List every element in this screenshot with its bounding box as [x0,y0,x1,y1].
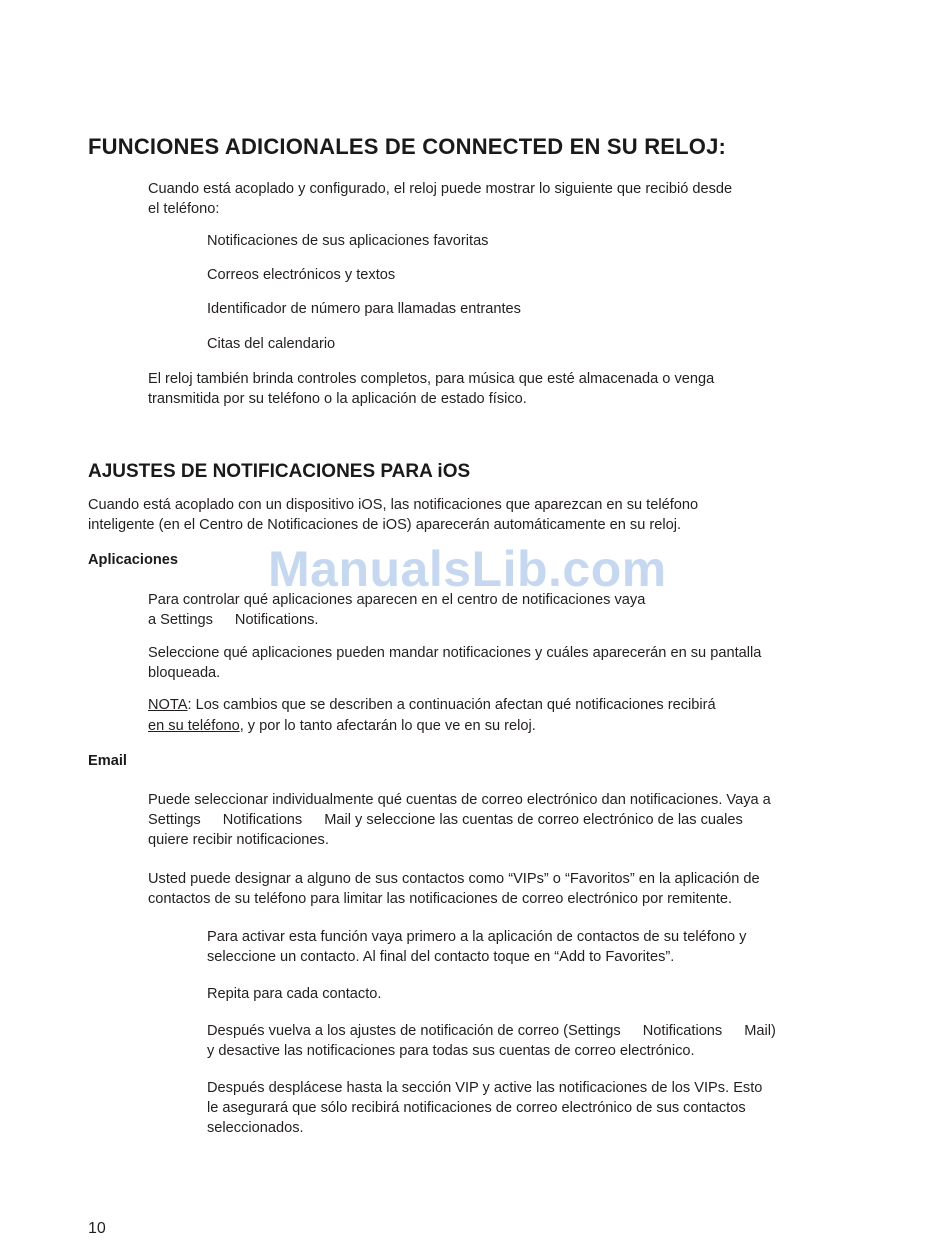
email-step-2: Repita para cada contacto. [207,986,382,1002]
email-paragraph-2 [148,869,760,909]
text-line [148,695,716,715]
text-line: quiere recibir notificaciones. [148,832,329,848]
text-line: El reloj también brinda controles completos, para música que esté almacenada o venga [148,371,715,387]
text-line: Cuando está acoplado con un dispositivo iOS, las notificaciones que aparezcan en su teléfono [88,497,699,513]
text-span-underlined: en su teléfono [148,718,240,734]
text-line [207,1021,776,1041]
text-span: Mail) [744,1023,776,1039]
text-line [148,810,771,830]
text-span: Notifications [642,1023,723,1039]
apps-paragraph-1 [148,590,645,630]
text-line: el teléfono: [148,201,220,217]
text-span: , y por lo tanto afectarán lo que ve en su reloj. [239,718,536,734]
feature-item: Citas del calendario [207,336,336,352]
text-line [148,716,716,736]
text-line: Usted puede designar a alguno de sus contactos como “VIPs” o “Favoritos” en la aplicación de [148,871,760,887]
text-span: Después vuelva a los ajustes de notificación de correo (Settings [207,1023,621,1039]
text-line: contactos de su teléfono para limitar las notificaciones de correo electrónico por remitente. [148,891,733,907]
text-span: : Los cambios que se describen a continuación afectan qué notificaciones recibirá [187,697,716,713]
email-step-3 [207,1021,776,1061]
email-step-1 [207,927,746,967]
text-line: Seleccione qué aplicaciones pueden mandar notificaciones y cuáles aparecerán en su pantalla [148,645,762,661]
subheading-apps: Aplicaciones [88,552,179,568]
text-line [148,610,645,630]
note-paragraph [148,695,716,736]
feature-item: Notificaciones de sus aplicaciones favoritas [207,233,489,249]
text-line: transmitida por su teléfono o la aplicación de estado físico. [148,391,527,407]
text-span: Notifications [222,812,303,828]
text-line: y desactive las notificaciones para todas sus cuentas de correo electrónico. [207,1043,695,1059]
text-line: le asegurará que sólo recibirá notificaciones de correo electrónico de sus contactos [207,1100,746,1116]
text-line: Cuando está acoplado y configurado, el reloj puede mostrar lo siguiente que recibió desde [148,181,733,197]
section-title-ios: AJUSTES DE NOTIFICACIONES PARA iOS [88,461,471,482]
watermark: ManualsLib.com [268,541,667,597]
text-line: Para controlar qué aplicaciones aparecen en el centro de notificaciones vaya [148,592,646,608]
note-label: NOTA [148,697,188,713]
email-paragraph-1 [148,790,771,850]
text-span: Settings [148,812,201,828]
feature-item: Identificador de número para llamadas entrantes [207,301,521,317]
text-span: Notifications. [234,612,319,628]
text-line: bloqueada. [148,665,221,681]
section1-intro [148,179,732,219]
section-title-connected: FUNCIONES ADICIONALES DE CONNECTED EN SU RELOJ: [88,134,727,159]
page-number: 10 [88,1220,106,1237]
email-step-4 [207,1078,762,1138]
text-line: Para activar esta función vaya primero a la aplicación de contactos de su teléfono y [207,929,747,945]
text-line: seleccione un contacto. Al final del contacto toque en “Add to Favorites”. [207,949,675,965]
text-line: Después desplácese hasta la sección VIP y active las notificaciones de los VIPs. Esto [207,1080,763,1096]
text-span: a Settings [148,612,213,628]
text-line: inteligente (en el Centro de Notificaciones de iOS) aparecerán automáticamente en su reloj. [88,517,681,533]
subheading-email: Email [88,753,127,769]
section2-intro [88,495,698,535]
section1-outro [148,369,714,409]
text-line: Puede seleccionar individualmente qué cuentas de correo electrónico dan notificaciones. Vaya a [148,792,771,808]
apps-paragraph-2 [148,643,761,683]
text-line: seleccionados. [207,1120,304,1136]
feature-item: Correos electrónicos y textos [207,267,396,283]
text-span: Mail y seleccione las cuentas de correo electrónico de las cuales [324,812,743,828]
